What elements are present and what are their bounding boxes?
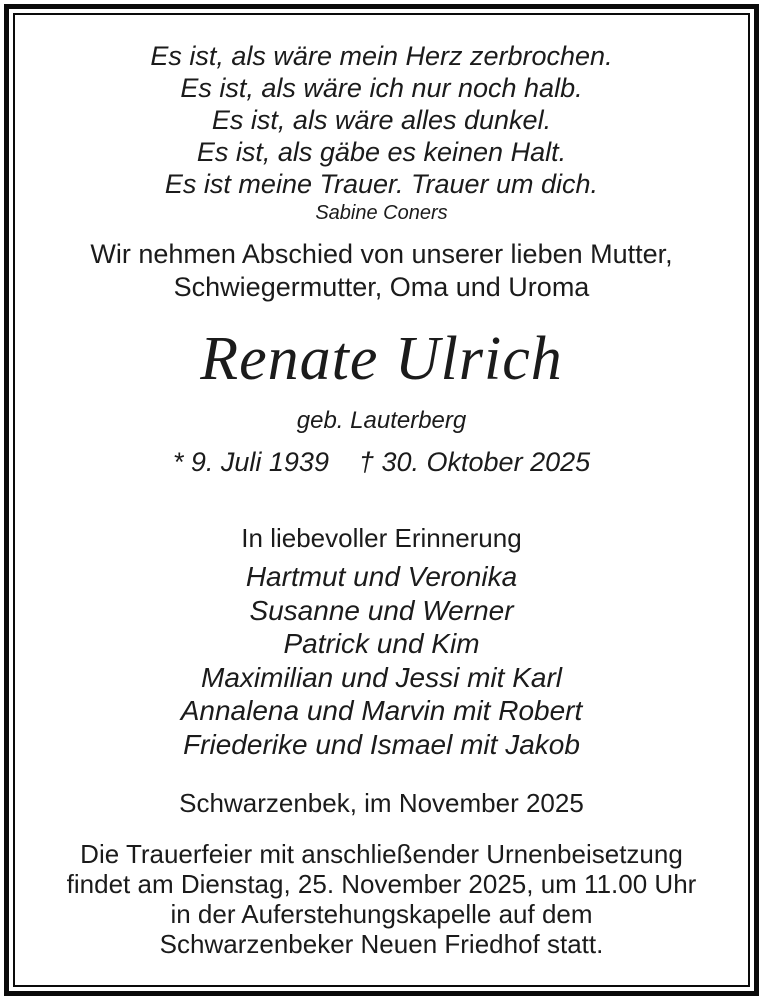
memorial-poem [15, 40, 748, 226]
birth-date: * 9. Juli 1939 [172, 447, 329, 477]
mourner-line: Maximilian und Jessi mit Karl [201, 661, 562, 693]
place-date-line: Schwarzenbek, im November 2025 [179, 788, 584, 818]
maiden-name: geb. Lauterberg [296, 407, 467, 434]
obituary-inner-frame [13, 13, 750, 987]
ceremony-line: findet am Dienstag, 25. November 2025, um 11.00 Uhr [66, 869, 697, 899]
mourner-line: Hartmut und Veronika [245, 561, 518, 592]
ceremony-details [15, 839, 748, 959]
poem-line: Es ist, als gäbe es keinen Halt. [196, 137, 567, 167]
life-dates [15, 446, 748, 478]
ceremony-line: Schwarzenbeker Neuen Friedhof statt. [159, 929, 604, 959]
mourner-line: Friederike und Ismael mit Jakob [183, 728, 580, 760]
mourner-line: Susanne und Werner [249, 594, 514, 626]
deceased-name: Renate Ulrich [200, 325, 563, 393]
ceremony-line: Die Trauerfeier mit anschließender Urnenbeisetzung [80, 839, 683, 869]
poem-line: Es ist meine Trauer. Trauer um dich. [164, 169, 599, 199]
poem-line: Es ist, als wäre alles dunkel. [211, 105, 552, 135]
poem-line: Es ist, als wäre ich nur noch halb. [180, 73, 583, 103]
mourner-line: Annalena und Marvin mit Robert [180, 695, 583, 726]
ceremony-line: in der Auferstehungskapelle auf dem [170, 899, 593, 929]
obituary-outer-frame [4, 4, 759, 996]
intro-line: Wir nehmen Abschied von unserer lieben Mutter, [90, 239, 673, 269]
intro-line: Schwiegermutter, Oma und Uroma [173, 272, 590, 302]
mourners-list [15, 560, 748, 761]
mourner-line: Patrick und Kim [283, 628, 480, 659]
poem-line: Es ist, als wäre mein Herz zerbrochen. [150, 41, 613, 71]
death-date: † 30. Oktober 2025 [358, 447, 591, 477]
obituary-content [15, 15, 748, 985]
remembrance-heading: In liebevoller Erinnerung [241, 523, 522, 553]
intro-text [15, 238, 748, 304]
poem-author: Sabine Coners [315, 202, 448, 224]
